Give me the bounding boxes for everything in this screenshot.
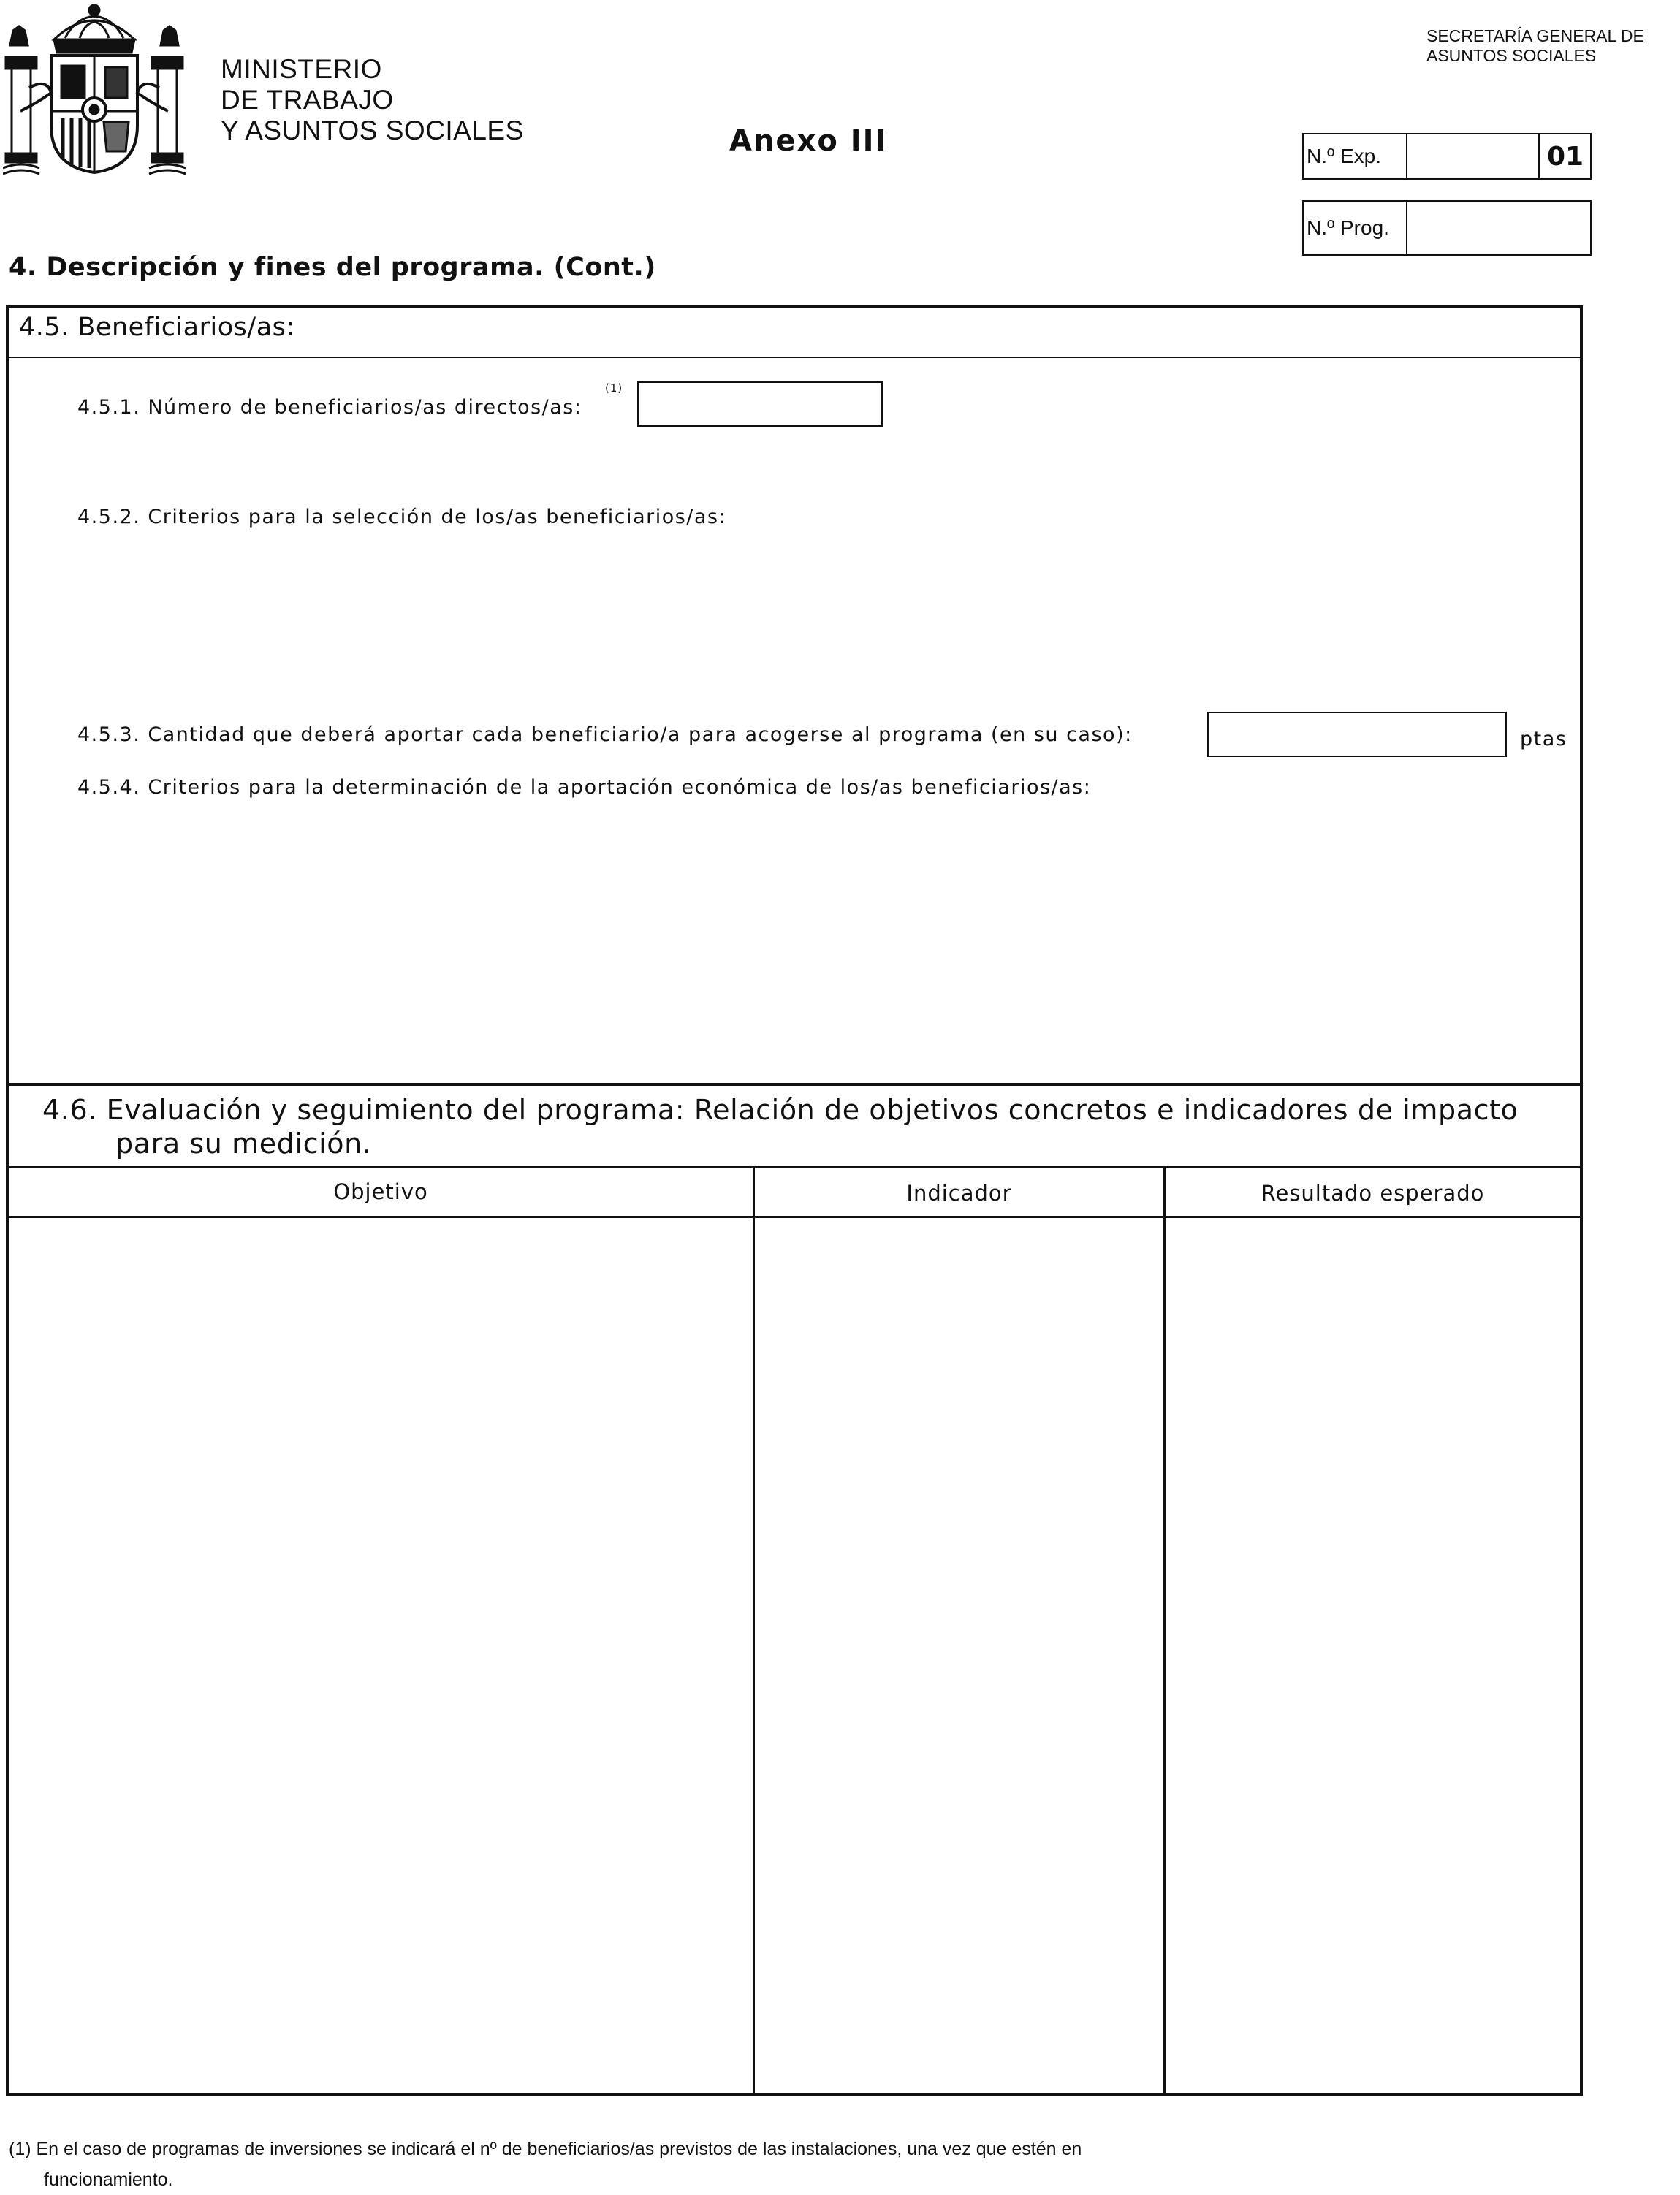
table-top-border [6, 1166, 1583, 1168]
beneficiaries-count-field[interactable] [637, 381, 883, 427]
section-45-divider [9, 357, 1580, 358]
ministry-line-3: Y ASUNTOS SOCIALES [221, 115, 524, 145]
annex-title: Anexo III [729, 124, 888, 158]
contribution-amount-field[interactable] [1207, 712, 1507, 757]
footnote-line-1: (1) En el caso de programas de inversiones se indicará el nº de beneficiarios/as previstos de las instalaciones, una vez que estén en [9, 2139, 1082, 2159]
secretaria-label [1426, 26, 1644, 66]
coat-of-arms-logo [3, 1, 186, 177]
ministry-line-1: MINISTERIO [221, 54, 382, 84]
ministry-name [221, 54, 524, 146]
column-header-objetivo: Objetivo [333, 1179, 428, 1204]
exp-number-field[interactable] [1407, 134, 1538, 178]
currency-unit: ptas [1520, 728, 1567, 750]
table-header-border [6, 1216, 1583, 1218]
item-454-text-area[interactable] [77, 808, 1568, 1079]
item-451-footnote-ref: (1) [605, 381, 623, 395]
ministry-line-2: DE TRABAJO [221, 85, 394, 115]
section-4-title: 4. Descripción y fines del programa. (Cont.) [9, 253, 656, 282]
objetivo-cell[interactable] [9, 1219, 751, 2093]
item-454-label: 4.5.4. Criterios para la determinación de la aportación económica de los/as beneficiarios/as: [77, 776, 1092, 799]
section-46-title-line-1: 4.6. Evaluación y seguimiento del programa: Relación de objetivos concretos e indicadores de impacto [42, 1094, 1519, 1126]
resultado-cell[interactable] [1166, 1219, 1580, 2093]
section-46-divider [6, 1083, 1583, 1086]
item-452-label: 4.5.2. Criterios para la selección de los/as beneficiarios/as: [77, 506, 727, 528]
column-header-resultado: Resultado esperado [1261, 1181, 1485, 1206]
secretaria-line-1: SECRETARÍA GENERAL DE [1426, 26, 1644, 45]
footnote-line-2: funcionamiento. [44, 2169, 173, 2190]
item-453-label: 4.5.3. Cantidad que deberá aportar cada beneficiario/a para acogerse al programa (en su caso): [77, 723, 1133, 746]
section-46-title-line-2: para su medición. [115, 1127, 372, 1160]
section-46-title [42, 1093, 1518, 1160]
exp-number-label: N.º Exp. [1304, 134, 1407, 178]
section-45-title: 4.5. Beneficiarios/as: [19, 313, 295, 342]
secretaria-line-2: ASUNTOS SOCIALES [1426, 46, 1597, 65]
item-452-text-area[interactable] [77, 538, 1568, 699]
exp-code: 01 [1538, 134, 1590, 178]
prog-number-field[interactable] [1407, 202, 1590, 254]
column-divider-1 [753, 1166, 755, 2096]
footnote [9, 2134, 1616, 2195]
item-451-label: 4.5.1. Número de beneficiarios/as directos/as: [77, 396, 582, 419]
prog-number-box [1302, 200, 1592, 256]
exp-number-box [1302, 133, 1592, 180]
indicador-cell[interactable] [756, 1219, 1162, 2093]
prog-number-label: N.º Prog. [1304, 202, 1407, 254]
column-divider-2 [1163, 1166, 1166, 2096]
column-header-indicador: Indicador [906, 1181, 1012, 1206]
